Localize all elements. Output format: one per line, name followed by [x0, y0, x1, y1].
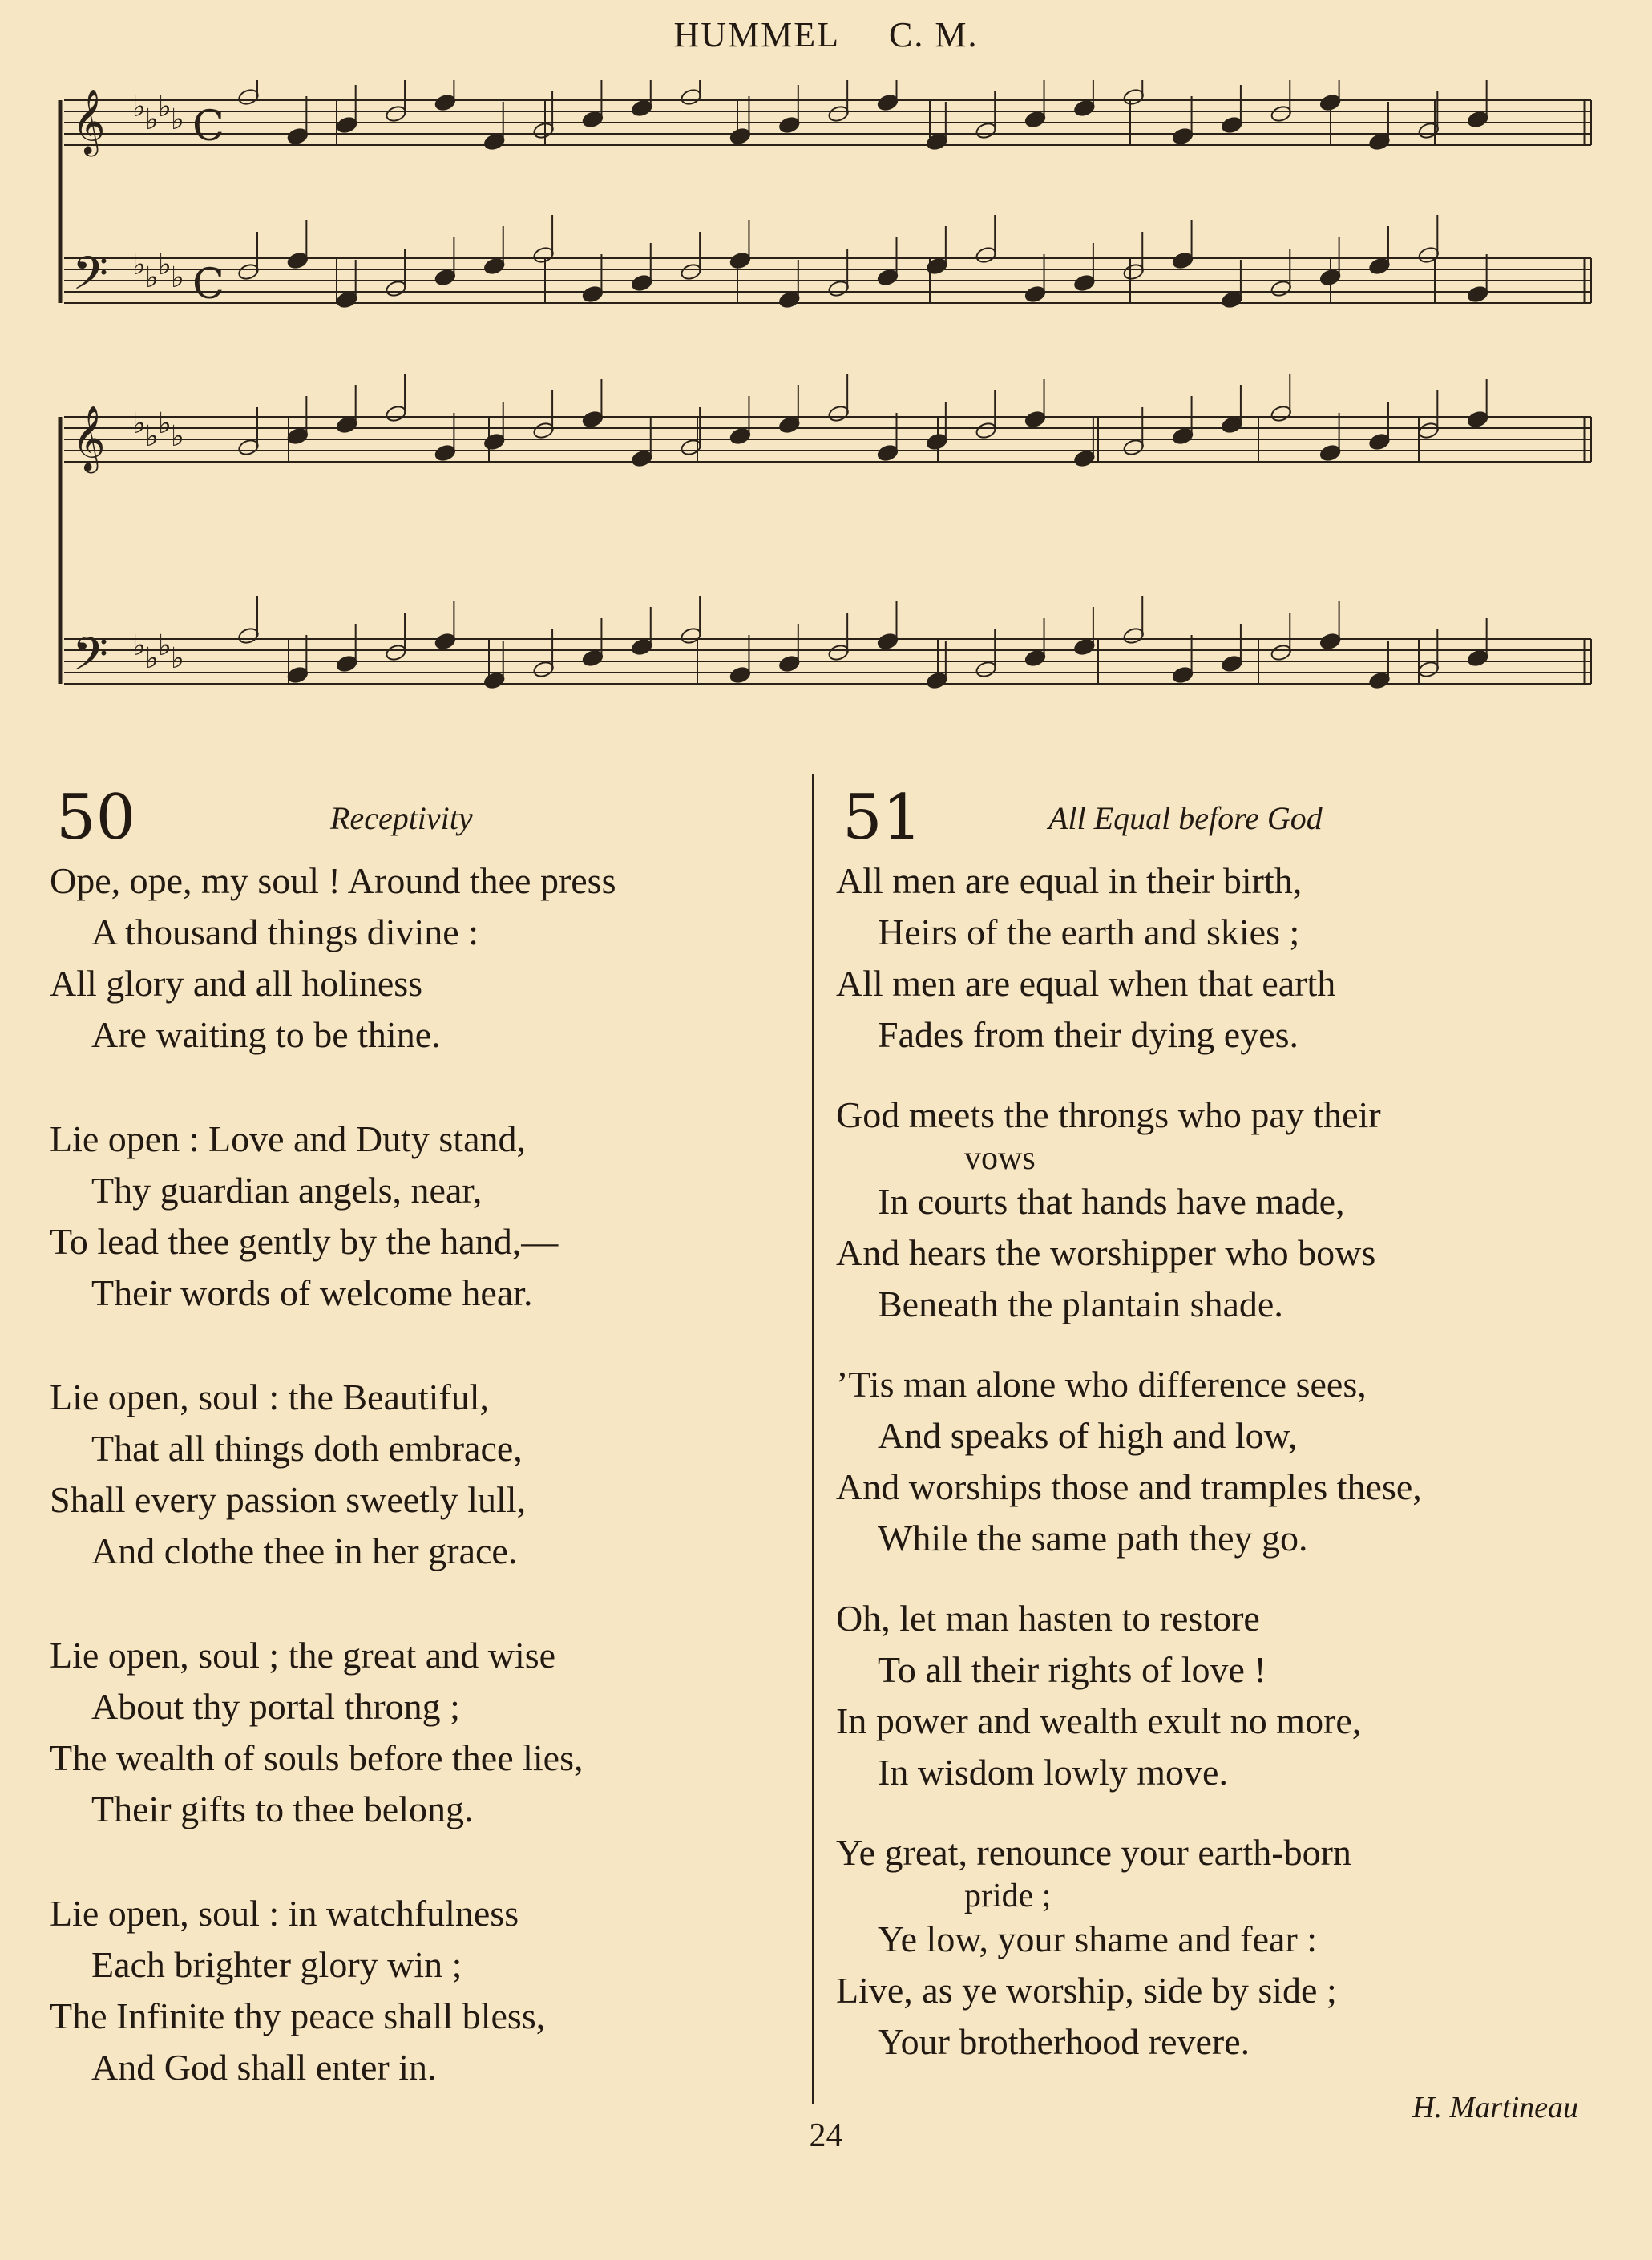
- note-head: [778, 415, 801, 434]
- column-divider: [812, 774, 814, 2104]
- note-head: [1417, 660, 1440, 678]
- note-head: [926, 671, 948, 689]
- note-head: [336, 415, 358, 434]
- note-head: [876, 443, 899, 462]
- verse-line: Fades from their dying eyes.: [878, 1014, 1299, 1055]
- verse-line: In courts that hands have made,: [878, 1181, 1345, 1222]
- note-head: [385, 643, 407, 661]
- verse-line: The Infinite thy peace shall bless,: [50, 1995, 546, 2036]
- note-head: [778, 115, 801, 134]
- note-head: [1073, 637, 1096, 656]
- verse-line: Beneath the plantain shade.: [878, 1284, 1283, 1324]
- verse-line: The wealth of souls before thee lies,: [50, 1737, 584, 1778]
- note-head: [1319, 632, 1342, 650]
- verse-line: Lie open, soul : the Beautiful,: [50, 1377, 490, 1417]
- note-head: [1172, 665, 1194, 684]
- stanza: [836, 1827, 1589, 2068]
- note-head: [1270, 404, 1292, 422]
- note-head: [975, 660, 997, 678]
- note-head: [827, 404, 850, 422]
- note-head: [1467, 410, 1489, 428]
- note-head: [532, 121, 555, 139]
- note-head: [975, 121, 997, 139]
- stanza: [836, 1090, 1589, 1330]
- note-head: [237, 438, 260, 456]
- verse-line: To all their rights of love !: [878, 1649, 1266, 1690]
- note-head: [532, 245, 555, 264]
- flat-sign: ♭: [132, 407, 146, 440]
- stanza: [836, 1593, 1589, 1798]
- note-head: [1270, 104, 1292, 123]
- note-head: [1368, 671, 1391, 689]
- note-head: [1221, 654, 1243, 673]
- flat-sign: ♭: [171, 103, 184, 136]
- note-head: [1368, 257, 1391, 275]
- stanza: [50, 1630, 803, 1835]
- verse-line: ’Tis man alone who difference sees,: [836, 1364, 1367, 1405]
- verse-line: And clothe thee in her grace.: [91, 1530, 518, 1571]
- note-head: [827, 104, 850, 123]
- verse-line: All glory and all holiness: [50, 963, 423, 1004]
- note-head: [1221, 290, 1243, 309]
- flat-sign: ♭: [158, 407, 172, 440]
- flat-sign: ♭: [158, 629, 172, 662]
- verse-line: All men are equal when that earth: [836, 963, 1336, 1004]
- note-head: [286, 251, 309, 269]
- verse-line: And worships those and tramples these,: [836, 1466, 1422, 1507]
- verse-line: Oh, let man hasten to restore: [836, 1598, 1260, 1639]
- note-head: [1221, 115, 1243, 134]
- time-signature: C: [192, 261, 224, 309]
- note-head: [1073, 99, 1096, 117]
- note-head: [385, 104, 407, 123]
- verse-line: Live, as ye worship, side by side ;: [836, 1970, 1337, 2011]
- note-head: [631, 99, 653, 117]
- note-head: [1024, 410, 1047, 428]
- stanza: [50, 855, 803, 1061]
- note-head: [336, 290, 358, 309]
- note-head: [581, 649, 604, 667]
- note-head: [385, 404, 407, 422]
- note-head: [1467, 649, 1489, 667]
- note-head: [876, 93, 899, 111]
- verse-line: And speaks of high and low,: [878, 1415, 1298, 1456]
- note-head: [1270, 643, 1292, 661]
- note-head: [1024, 285, 1047, 303]
- verse-line: In wisdom lowly move.: [878, 1752, 1228, 1793]
- note-head: [1417, 245, 1440, 264]
- hymn-number: 51: [842, 782, 923, 854]
- note-head: [483, 671, 506, 689]
- note-head: [827, 279, 850, 297]
- note-head: [827, 643, 850, 661]
- verse-line: While the same path they go.: [878, 1518, 1308, 1559]
- time-signature: C: [192, 103, 224, 151]
- hymn-heading: [50, 782, 803, 855]
- note-head: [1122, 626, 1145, 645]
- verse-line: Lie open, soul : in watchfulness: [50, 1893, 519, 1934]
- verse-line: Are waiting to be thine.: [91, 1014, 441, 1055]
- note-head: [680, 262, 702, 281]
- note-head: [975, 245, 997, 264]
- note-head: [1073, 273, 1096, 292]
- stanza: [50, 1888, 803, 2093]
- note-head: [631, 637, 653, 656]
- note-head: [680, 626, 702, 645]
- treble-clef: 𝄞: [72, 405, 106, 471]
- note-head: [434, 93, 456, 111]
- note-head: [729, 665, 751, 684]
- verse-line: A thousand things divine :: [91, 912, 479, 952]
- note-head: [581, 285, 604, 303]
- note-head: [1417, 421, 1440, 439]
- verse-line-continuation: pride ;: [964, 1878, 1052, 1914]
- note-head: [1172, 127, 1194, 145]
- hymn-51: [836, 782, 1589, 2125]
- verse-line-continuation: vows: [964, 1140, 1036, 1177]
- note-head: [1270, 279, 1292, 297]
- note-head: [1122, 262, 1145, 281]
- verse-line: Your brotherhood revere.: [878, 2021, 1250, 2062]
- stanza: [836, 1359, 1589, 1564]
- note-head: [1368, 432, 1391, 451]
- note-head: [1368, 132, 1391, 151]
- stanza: [50, 1372, 803, 1577]
- score-svg: [56, 80, 1603, 754]
- verse-line: About thy portal throng ;: [91, 1686, 460, 1727]
- verse-line: Ye great, renounce your earth-born: [836, 1832, 1351, 1873]
- note-head: [1024, 649, 1047, 667]
- flat-sign: ♭: [145, 420, 159, 453]
- verse-line: And God shall enter in.: [91, 2047, 437, 2088]
- page-number: 24: [809, 2117, 843, 2154]
- note-head: [532, 660, 555, 678]
- note-head: [286, 127, 309, 145]
- note-head: [680, 87, 702, 106]
- verse-line: Lie open : Love and Duty stand,: [50, 1118, 527, 1159]
- note-head: [1467, 285, 1489, 303]
- flat-sign: ♭: [145, 261, 159, 294]
- flat-sign: ♭: [145, 642, 159, 675]
- flat-sign: ♭: [171, 642, 184, 675]
- note-head: [1467, 110, 1489, 128]
- note-head: [876, 632, 899, 650]
- note-head: [631, 449, 653, 467]
- bass-clef: 𝄢: [72, 246, 109, 312]
- flat-sign: ♭: [158, 91, 172, 123]
- flat-sign: ♭: [171, 420, 184, 453]
- tune-name: HUMMEL: [673, 15, 841, 55]
- note-head: [483, 257, 506, 275]
- note-head: [1172, 251, 1194, 269]
- flat-sign: ♭: [171, 261, 184, 294]
- verse-line: Ope, ope, my soul ! Around thee press: [50, 860, 616, 901]
- note-head: [532, 421, 555, 439]
- note-head: [876, 268, 899, 286]
- note-head: [434, 268, 456, 286]
- flat-sign: ♭: [132, 629, 146, 662]
- verse-line: Shall every passion sweetly lull,: [50, 1479, 527, 1520]
- verse-line: In power and wealth exult no more,: [836, 1700, 1362, 1741]
- note-head: [1319, 268, 1342, 286]
- note-head: [778, 654, 801, 673]
- note-head: [237, 626, 260, 645]
- verse-line: Their gifts to thee belong.: [91, 1789, 474, 1829]
- note-head: [778, 290, 801, 309]
- note-head: [237, 262, 260, 281]
- note-head: [1172, 427, 1194, 445]
- note-head: [434, 632, 456, 650]
- note-head: [385, 279, 407, 297]
- note-head: [581, 410, 604, 428]
- flat-sign: ♭: [145, 103, 159, 136]
- stanza: [836, 855, 1589, 1061]
- verse-line: Ye low, your shame and fear :: [878, 1918, 1318, 1959]
- tune-header: [0, 14, 1652, 55]
- flat-sign: ♭: [132, 91, 146, 123]
- note-head: [581, 110, 604, 128]
- note-head: [336, 115, 358, 134]
- note-head: [1073, 449, 1096, 467]
- note-head: [483, 432, 506, 451]
- flat-sign: ♭: [158, 249, 172, 281]
- bass-clef: 𝄢: [72, 627, 109, 693]
- note-head: [434, 443, 456, 462]
- hymn-title: All Equal before God: [1048, 800, 1323, 836]
- hymn-50: [50, 782, 803, 2146]
- note-head: [483, 132, 506, 151]
- tune-meter: C. M.: [889, 15, 979, 55]
- verse-line: All men are equal in their birth,: [836, 860, 1303, 901]
- note-head: [729, 251, 751, 269]
- note-head: [1024, 110, 1047, 128]
- verse-line: Thy guardian angels, near,: [91, 1170, 483, 1211]
- note-head: [1319, 93, 1342, 111]
- note-head: [1221, 415, 1243, 434]
- hymn-title: Receptivity: [330, 800, 473, 836]
- note-head: [926, 432, 948, 451]
- note-head: [729, 427, 751, 445]
- note-head: [975, 421, 997, 439]
- note-head: [336, 654, 358, 673]
- author-attribution: H. Martineau: [1412, 2091, 1578, 2125]
- verse-line: Heirs of the earth and skies ;: [878, 912, 1300, 952]
- note-head: [1122, 87, 1145, 106]
- verse-line: To lead thee gently by the hand,—: [50, 1221, 559, 1262]
- note-head: [729, 127, 751, 145]
- note-head: [631, 273, 653, 292]
- hymn-heading: [836, 782, 1589, 855]
- verse-line: Lie open, soul ; the great and wise: [50, 1635, 556, 1676]
- verse-line: Their words of welcome hear.: [91, 1272, 533, 1313]
- verse-line: And hears the worshipper who bows: [836, 1232, 1376, 1273]
- verse-line: Each brighter glory win ;: [91, 1944, 462, 1985]
- note-head: [680, 438, 702, 456]
- note-head: [1319, 443, 1342, 462]
- note-head: [237, 87, 260, 106]
- stanza: [50, 1114, 803, 1319]
- note-head: [286, 427, 309, 445]
- note-head: [1417, 121, 1440, 139]
- music-score: [56, 80, 1603, 754]
- flat-sign: ♭: [132, 249, 146, 281]
- verse-line: God meets the throngs who pay their: [836, 1094, 1381, 1135]
- note-head: [1122, 438, 1145, 456]
- treble-clef: 𝄞: [72, 88, 106, 154]
- verse-line: That all things doth embrace,: [91, 1428, 523, 1469]
- hymn-number: 50: [56, 782, 136, 854]
- note-head: [286, 665, 309, 684]
